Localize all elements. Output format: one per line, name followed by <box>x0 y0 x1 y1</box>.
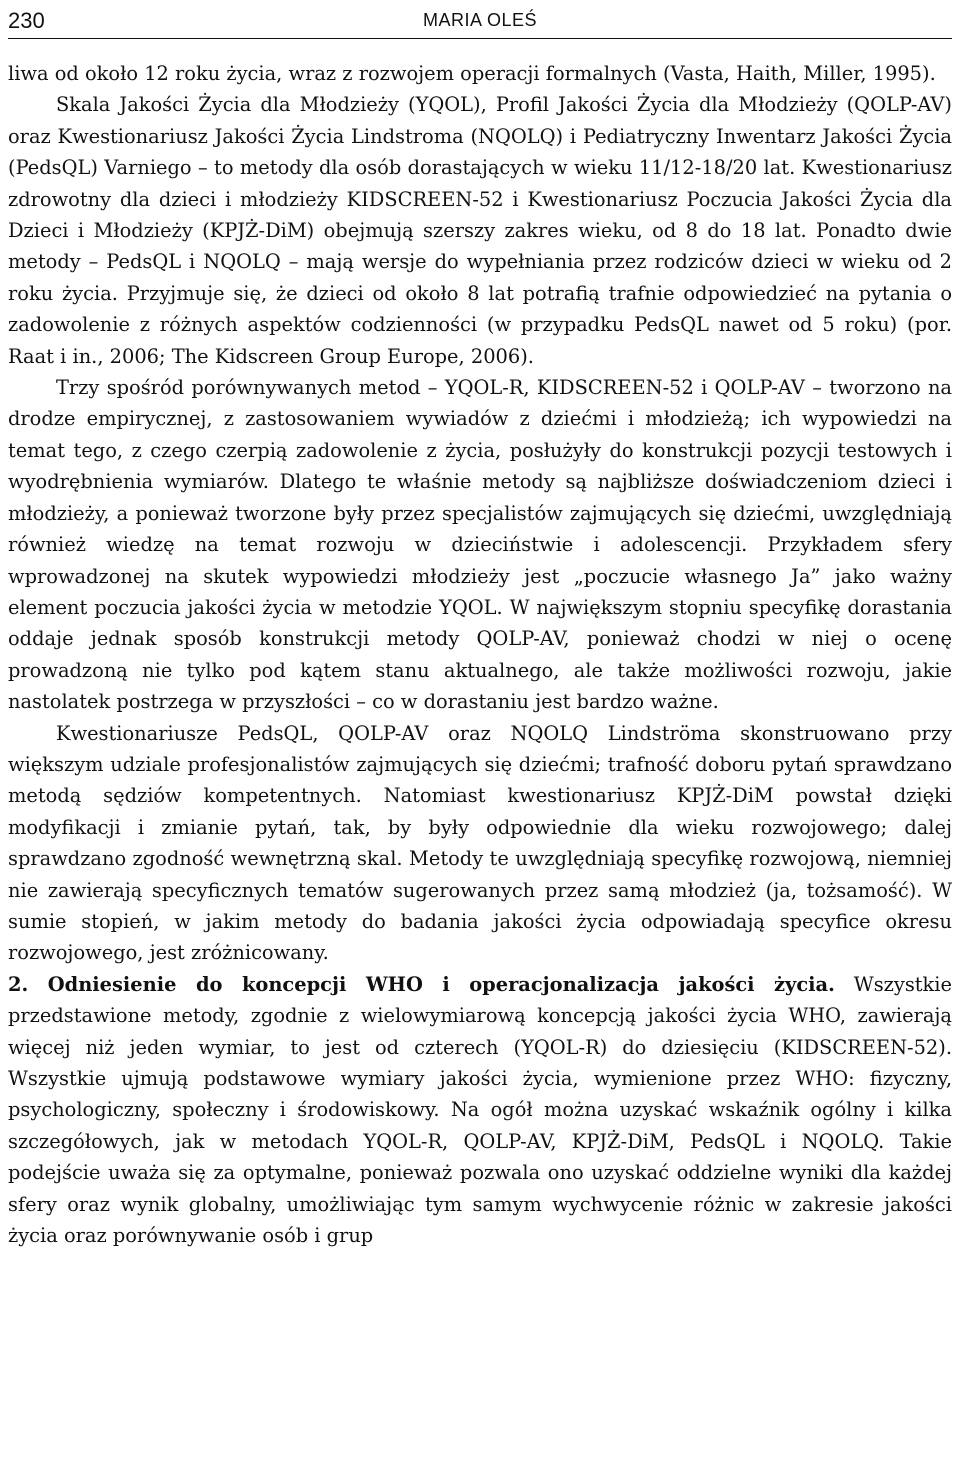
body-text <box>8 58 952 1251</box>
paragraph-empirical-methods: Trzy spośród porównywanych metod – YQOL-R, KIDSCREEN-52 i QOLP-AV – tworzono na drodze empirycznej, z zastosowaniem wywiadów z dziećmi i młodzieżą; ich wypowiedzi na temat tego, z czego czerpią zadowolenie z życia, posłużyły do konstrukcji pozycji testowych i wyodrębnienia wymiarów. Dlatego te właśnie metody są najbliższe doświadczeniom dzieci i młodzieży, a ponieważ tworzone były przez specjalistów zajmujących się dziećmi, uwzględniają również wiedzę na temat rozwoju w dzieciństwie i adolescencji. Przykładem sfery wprowadzonej na skutek wypowiedzi młodzieży jest „poczucie własnego Ja” jako ważny element poczucia jakości życia w metodzie YQOL. W największym stopniu specyfikę dorastania oddaje jednak sposób konstrukcji metody QOLP-AV, ponieważ chodzi w niej o ocenę prowadzoną nie tylko pod kątem stanu aktualnego, ale także możliwości rozwoju, jakie nastolatek postrzega w przyszłości – co w dorastaniu jest bardzo ważne. <box>8 376 952 714</box>
section-heading: 2. Odniesienie do koncepcji WHO i operacjonalizacja jakości życia. <box>8 972 835 996</box>
paragraph-continued: liwa od około 12 roku życia, wraz z rozwojem operacji formalnych (Vasta, Haith, Miller, 1995). <box>8 62 936 85</box>
running-header <box>8 4 952 39</box>
paragraph-methods-age: Skala Jakości Życia dla Młodzieży (YQOL), Profil Jakości Życia dla Młodzieży (QOLP-AV) oraz Kwestionariusz Jakości Życia Lindstroma (NQOLQ) i Pediatryczny Inwentarz Jakości Życia (PedsQL) Varniego – to metody dla osób dorastających w wieku 11/12-18/20 lat. Kwestionariusz zdrowotny dla dzieci i młodzieży KIDSCREEN-52 i Kwestionariusz Poczucia Jakości Życia dla Dzieci i Młodzieży (KPJŻ-DiM) obejmują szerszy zakres wieku, od 8 do 18 lat. Ponadto dwie metody – PedsQL i NQOLQ – mają wersje do wypełniania przez rodziców dzieci w wieku od 2 roku życia. Przyjmuje się, że dzieci od około 8 lat potrafią trafnie odpowiedzieć na pytania o zadowolenie z różnych aspektów codzienności (w przypadku PedsQL nawet od 5 roku) (por. Raat i in., 2006; The Kidscreen Group Europe, 2006). <box>8 93 952 368</box>
author-name: MARIA OLEŚ <box>422 10 538 30</box>
section-text: Wszystkie przedstawione metody, zgodnie z wielowymiarową koncepcją jakości życia WHO, zawierają więcej niż jeden wymiar, to jest od czterech (YQOL-R) do dziesięciu (KIDSCREEN-52). Wszystkie ujmują podstawowe wymiary jakości życia, wymienione przez WHO: fizyczny, psychologiczny, społeczny i środowiskowy. Na ogół można uzyskać wskaźnik ogólny i kilka szczegółowych, jak w metodach YQOL-R, QOLP-AV, KPJŻ-DiM, PedsQL i NQOLQ. Takie podejście uważa się za optymalne, ponieważ pozwala ono uzyskać oddzielne wyniki dla każdej sfery oraz wynik globalny, umożliwiając tym samym wychwycenie różnic w zakresie jakości życia oraz porównywanie osób i grup <box>8 972 952 1248</box>
paragraph-professional-methods: Kwestionariusze PedsQL, QOLP-AV oraz NQOLQ Lindströma skonstruowano przy większym udziale profesjonalistów zajmujących się dziećmi; trafność doboru pytań sprawdzano metodą sędziów kompetentnych. Natomiast kwestionariusz KPJŻ-DiM powstał dzięki modyfikacji i zmianie pytań, tak, by były odpowiednie dla wieku rozwojowego; dalej sprawdzano zgodność wewnętrzną skal. Metody te uwzględniają specyfikę rozwojową, niemniej nie zawierają specyficznych tematów sugerowanych przez samą młodzież (ja, tożsamość). W sumie stopień, w jakim metody do badania jakości życia odpowiadają specyfice okresu rozwojowego, jest zróżnicowany. <box>8 721 952 965</box>
page-number: 230 <box>8 8 45 33</box>
section-paragraph <box>8 969 952 1252</box>
